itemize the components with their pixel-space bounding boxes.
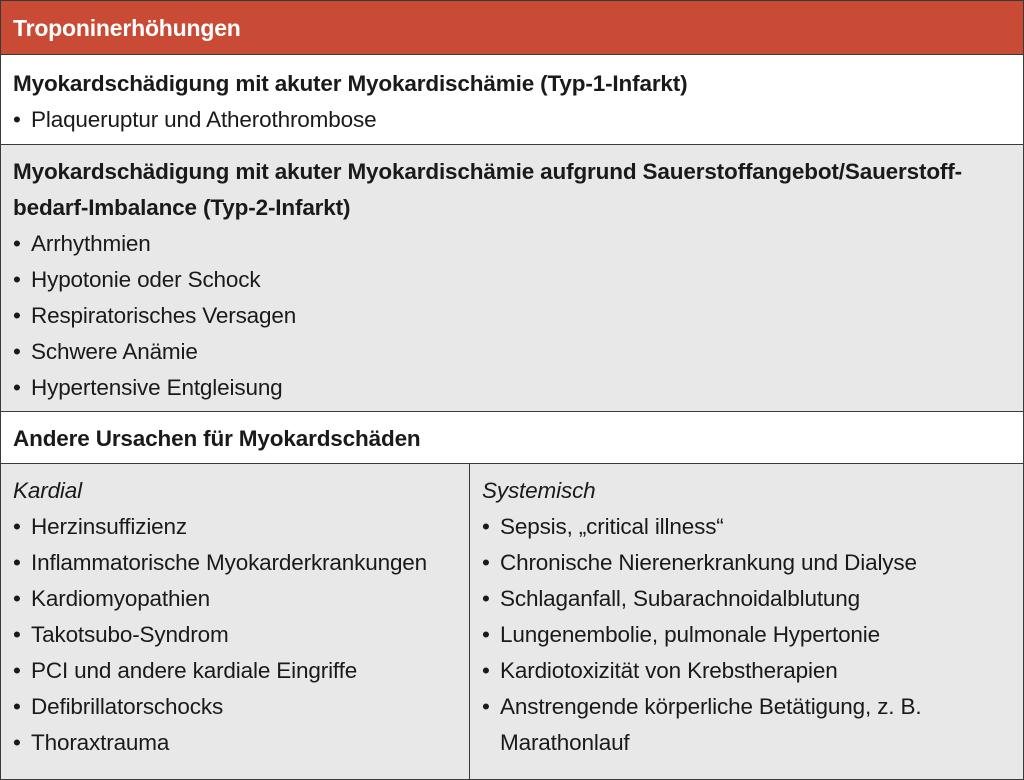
causes-columns (1, 464, 1023, 779)
list-item: • Schwere Anämie (13, 339, 198, 365)
list-item: • Lungenembolie, pulmonale Hypertonie (482, 622, 880, 648)
list-item: • Herzinsuffizienz (13, 514, 187, 540)
list-item: • Hypotonie oder Schock (13, 267, 261, 293)
table-title: Troponinerhöhungen (13, 15, 241, 41)
table-header (1, 1, 1023, 55)
list-item: • Kardiotoxizität von Krebstherapien (482, 658, 838, 684)
list-item: • Takotsubo-Syndrom (13, 622, 229, 648)
list-item: • Inflammatorische Myokarderkrankungen (13, 550, 427, 576)
list-item: • Defibrillatorschocks (13, 694, 223, 720)
kardial-heading: Kardial (13, 478, 82, 503)
list-item: • Anstrengende körperliche Betätigung, z. B. (482, 694, 921, 720)
type2-title-line1: Myokardschädigung mit akuter Myokardischämie aufgrund Sauerstoffangebot/Sauerstoff- (13, 159, 962, 184)
list-item: • Arrhythmien (13, 231, 151, 257)
list-item: • Sepsis, „critical illness“ (482, 514, 724, 540)
list-item: • Respiratorisches Versagen (13, 303, 296, 329)
type1-title: Myokardschädigung mit akuter Myokardischämie (Typ-1-Infarkt) (13, 71, 688, 96)
other-causes-title: Andere Ursachen für Myokardschäden (13, 426, 421, 451)
other-causes-section (1, 412, 1023, 464)
list-item: • Kardiomyopathien (13, 586, 210, 612)
type1-section (1, 55, 1023, 145)
list-item: • PCI und andere kardiale Eingriffe (13, 658, 357, 684)
list-item: • Hypertensive Entgleisung (13, 375, 283, 401)
type2-title-line2: bedarf-Imbalance (Typ-2-Infarkt) (13, 195, 351, 220)
list-item-continuation: Marathonlauf (500, 730, 630, 755)
list-item: • Thoraxtrauma (13, 730, 169, 756)
type2-section (1, 145, 1023, 412)
list-item: • Schlaganfall, Subarachnoidalblutung (482, 586, 860, 612)
column-divider (469, 464, 470, 779)
list-item: • Plaqueruptur und Atherothrombose (13, 107, 376, 133)
list-item: • Chronische Nierenerkrankung und Dialyse (482, 550, 917, 576)
systemisch-heading: Systemisch (482, 478, 596, 503)
